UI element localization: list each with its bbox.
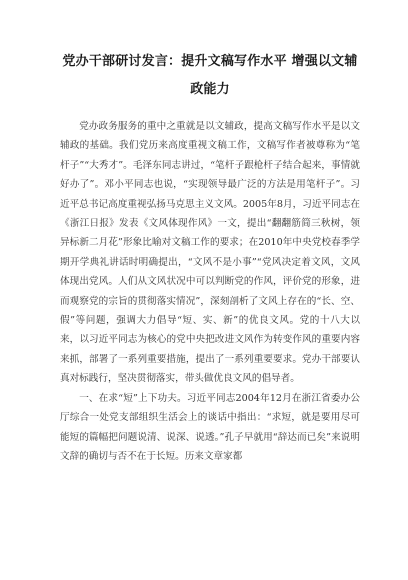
document-body xyxy=(60,117,360,466)
paragraph-intro: 党办政务服务的重中之重就是以文辅政，提高文稿写作水平是以文辅政的基础。我们党历来高度重视文稿工作，文稿写作者被尊称为“笔杆子”“大秀才”。毛泽东同志讲过，“笔杆子跟枪杆子结合起来，事情就好办了”。邓小平同志也说，“实现领导最广泛的方法是用笔杆子”。习近平总书记高度重视弘扬马克思主义文风。2005年8月，习近平同志在《浙江日报》发表《文风体现作风》一文，提出“翻翻筋简三秋树，领异标新二月花”形象比喻对文稿工作的要求；在2010年中央党校春季学期开学典礼讲话时明确提出，“文风不是小事”“党风决定着文风，文风体现出党风。人们从文风状况中可以判断党的作风，评价党的形象，进而观察党的宗旨的贯彻落实情况”，深刻剖析了文风上存在的“长、空、假”等问题，强调大力倡导“短、实、新”的优良文风。党的十八大以来，以习近平同志为核心的党中央把改进文风作为转变作风的重要内容来抓，部署了一系列重要措施，提出了一系列重要要求。党办干部要认真对标践行，坚决贯彻落实，带头做优良文风的倡导者。 xyxy=(60,121,360,385)
document-title: 党办干部研讨发言：提升文稿写作水平 增强以文辅政能力 xyxy=(62,54,358,97)
paragraph-section-one: 一、在求“短”上下功夫。习近平同志2004年12月在浙江省委办公厅综合一处党支部组织生活会上的谈话中指出：“求短，就是要用尽可能短的篇幅把问题说清、说深、说透。”孔子早就用“辞达而已矣”来说明文辞的确切与否不在于长短。历来文章家都 xyxy=(60,392,360,462)
